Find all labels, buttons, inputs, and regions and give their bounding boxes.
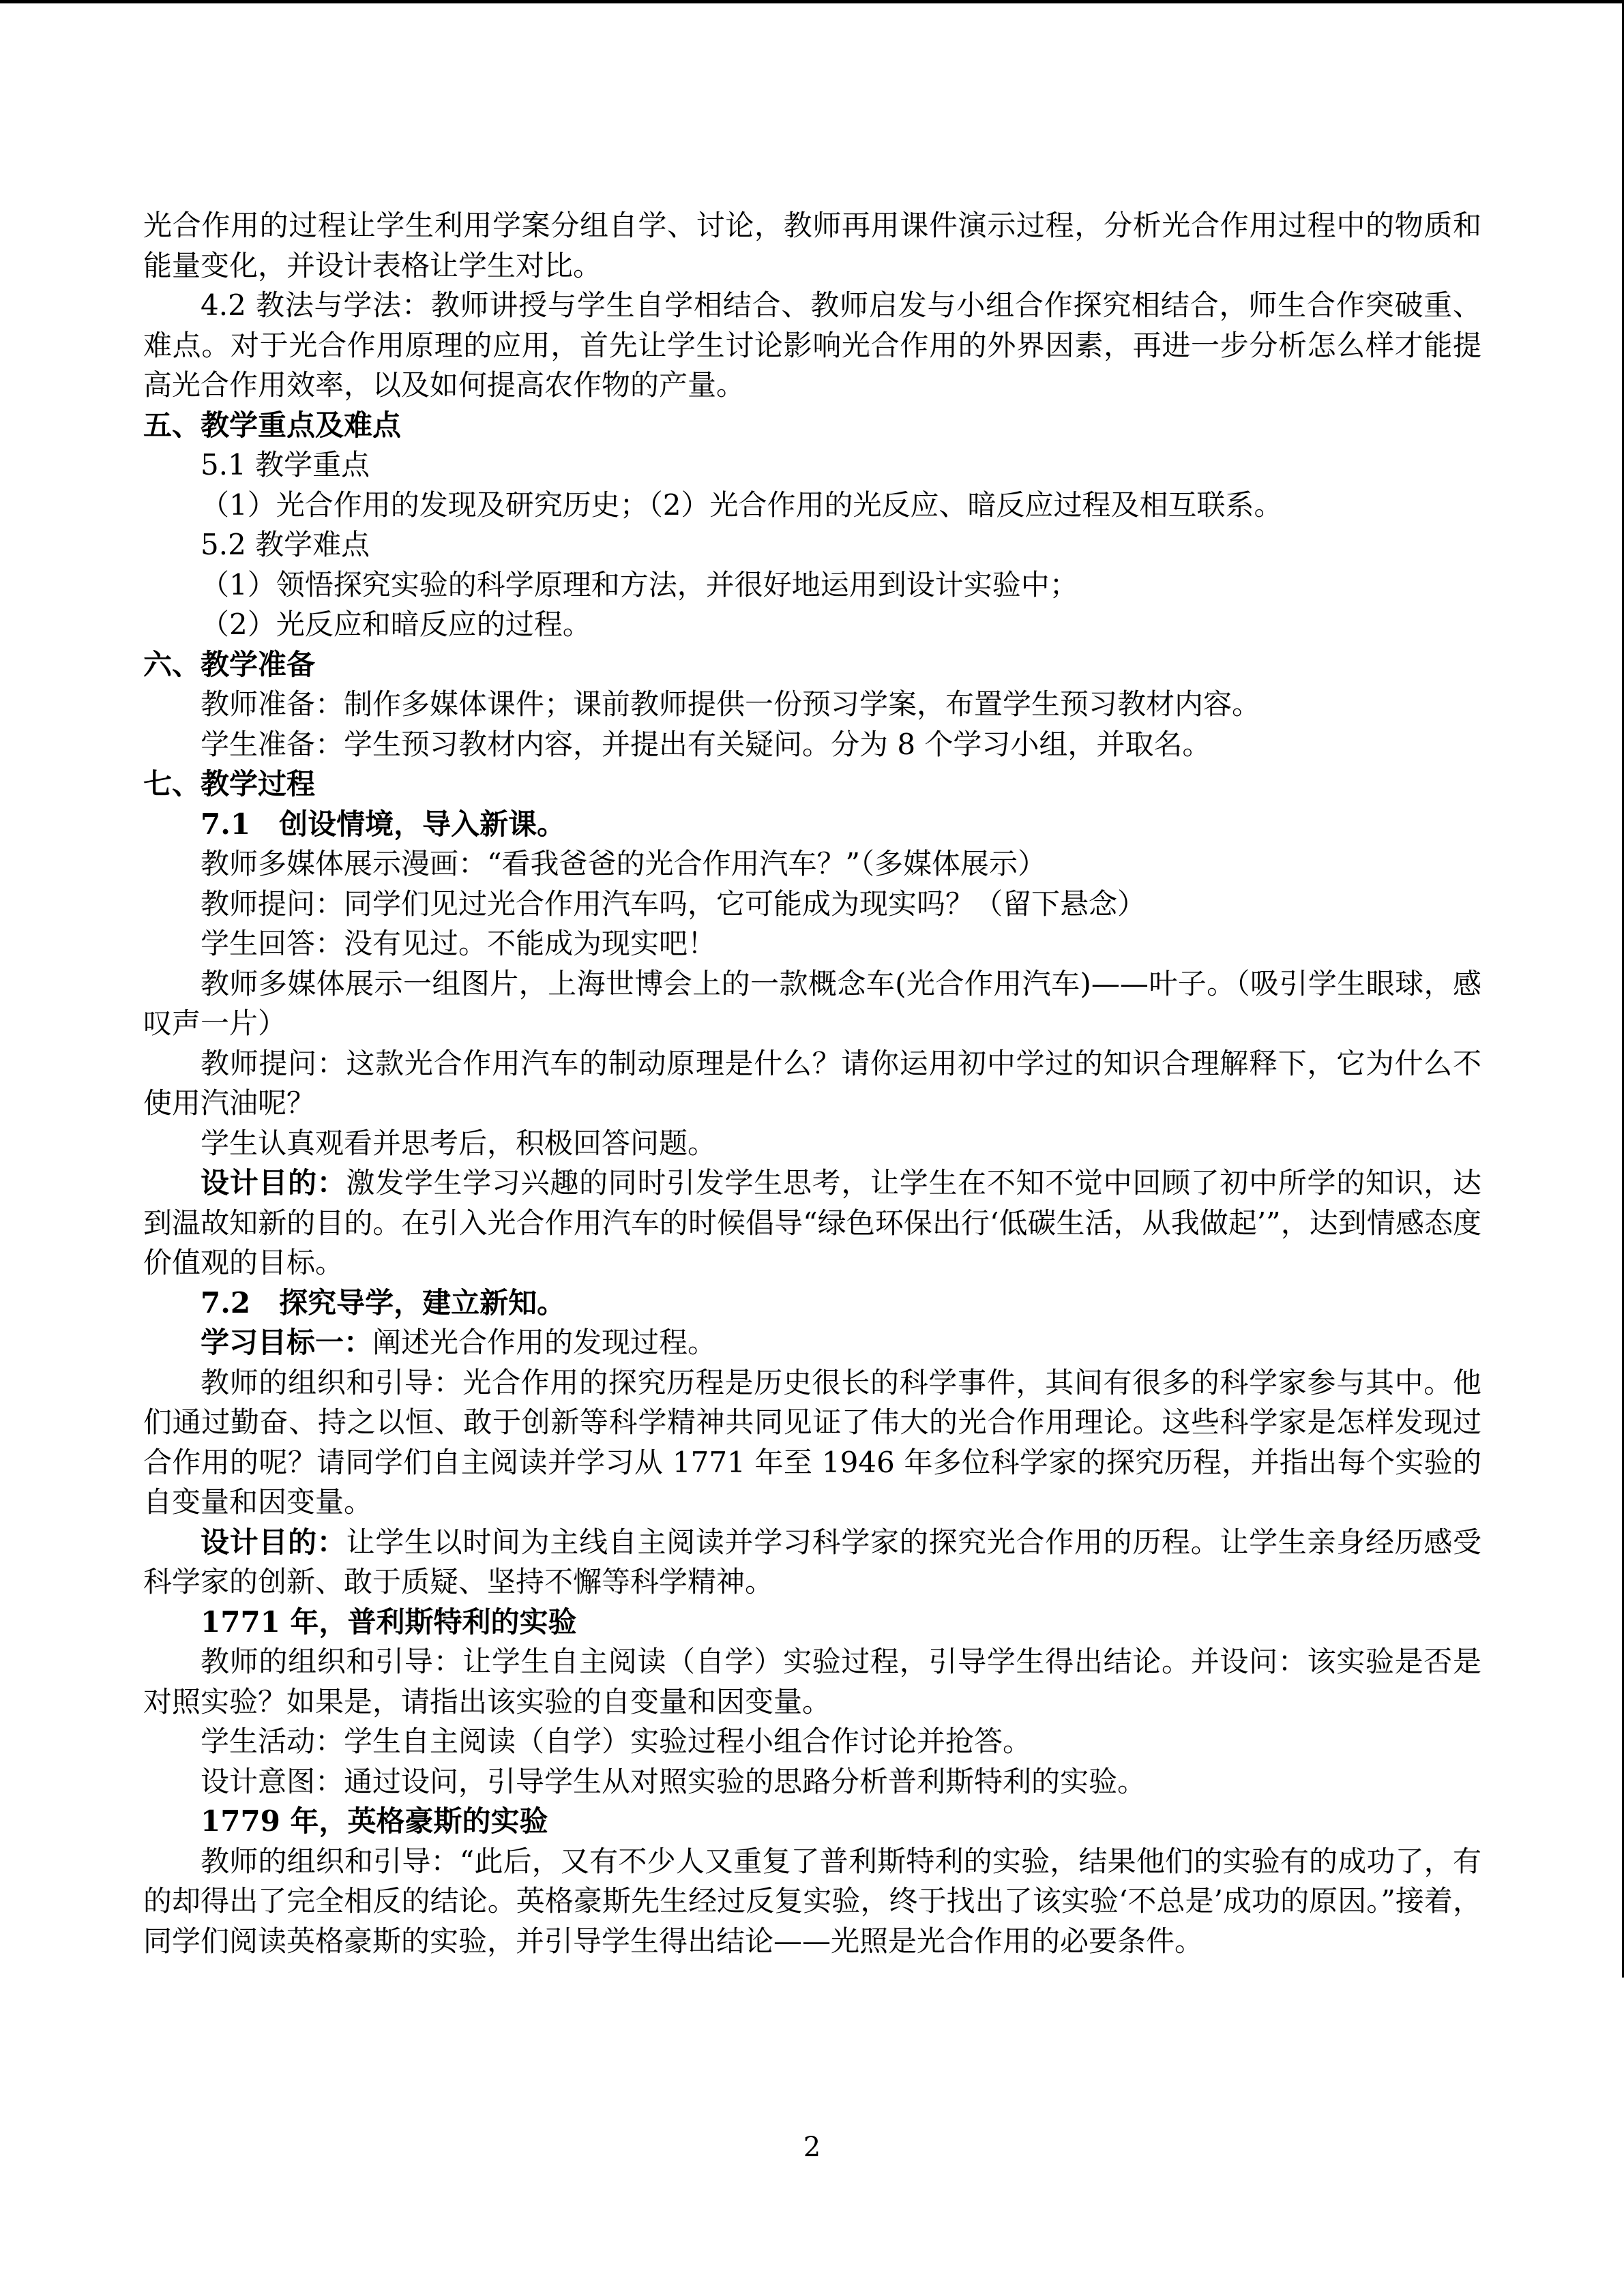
paragraph-text: 教师的组织和引导：让学生自主阅读（自学）实验过程，引导学生得出结论。并设问：该实验是否是对照实验？如果是，请指出该实验的自变量和因变量。 [143, 1645, 1481, 1718]
paragraph-text: 5.1 教学重点 [201, 448, 370, 481]
document-body [143, 206, 1481, 1961]
paragraph [143, 286, 1481, 406]
paragraph-text: 教师提问：同学们见过光合作用汽车吗，它可能成为现实吗？（留下悬念） [201, 886, 1147, 921]
paragraph-text: 阐述光合作用的发现过程。 [372, 1326, 717, 1359]
paragraph [143, 525, 1481, 565]
paragraph-text: 教师的组织和引导：“此后，又有不少人又重复了普利斯特利的实验，结果他们的实验有的成功了，有的却得出了完全相反的结论。英格豪斯先生经过反复实验，终于找出了该实验‘不总是’成功的原因。”接着，同学们阅读英格豪斯的实验，并引导学生得出结论——光照是光合作用的必要条件。 [143, 1844, 1481, 1958]
paragraph [143, 805, 1481, 845]
paragraph [143, 1842, 1481, 1962]
paragraph [143, 1642, 1481, 1722]
paragraph [143, 685, 1481, 725]
paragraph [143, 1602, 1481, 1643]
paragraph-text: 学生准备：学生预习教材内容，并提出有关疑问。分为 8 个学习小组，并取名。 [201, 727, 1211, 761]
paragraph [143, 1124, 1481, 1164]
paragraph [143, 445, 1481, 486]
paragraph [143, 605, 1481, 645]
top-edge-scan-line [0, 0, 1624, 3]
paragraph [143, 1762, 1481, 1802]
paragraph-text: 4.2 教法与学法：教师讲授与学生自学相结合、教师启发与小组合作探究相结合，师生合作突破重、难点。对于光合作用原理的应用，首先让学生讨论影响光合作用的外界因素，再进一步分析怎么样才能提高光合作用效率，以及如何提高农作物的产量。 [143, 288, 1481, 402]
paragraph-text: 1771 年，普利斯特利的实验 [201, 1605, 577, 1639]
paragraph [143, 884, 1481, 925]
page-number: 2 [803, 2132, 821, 2163]
paragraph-text: 5.2 教学难点 [201, 528, 370, 561]
paragraph-lead: 学习目标一： [201, 1326, 373, 1359]
paragraph [143, 964, 1481, 1044]
paragraph-text: 让学生以时间为主线自主阅读并学习科学家的探究光合作用的历程。让学生亲身经历感受科学家的创新、敢于质疑、坚持不懈等科学精神。 [143, 1525, 1481, 1598]
paragraph [143, 486, 1481, 526]
paragraph [143, 1523, 1481, 1602]
paragraph [143, 565, 1481, 606]
paragraph [143, 1163, 1481, 1283]
paragraph-text: （1）光合作用的发现及研究历史；（2）光合作用的光反应、暗反应过程及相互联系。 [201, 488, 1283, 522]
paragraph-text: （2）光反应和暗反应的过程。 [201, 608, 591, 641]
paragraph-text: 设计意图：通过设问，引导学生从对照实验的思路分析普利斯特利的实验。 [201, 1764, 1147, 1798]
paragraph [143, 764, 1481, 805]
paragraph-text: 光合作用的过程让学生利用学案分组自学、讨论，教师再用课件演示过程，分析光合作用过程中的物质和能量变化，并设计表格让学生对比。 [143, 209, 1481, 282]
paragraph-text: 教师多媒体展示漫画：“看我爸爸的光合作用汽车？”（多媒体展示） [201, 847, 1046, 880]
paragraph-lead: 设计目的： [201, 1166, 346, 1199]
paragraph [143, 1283, 1481, 1324]
paragraph-text: （1）领悟探究实验的科学原理和方法，并很好地运用到设计实验中； [201, 567, 1078, 601]
paragraph-text: 教师准备：制作多媒体课件；课前教师提供一份预习学案，布置学生预习教材内容。 [201, 687, 1261, 721]
paragraph-text: 教师多媒体展示一组图片，上海世博会上的一款概念车(光合作用汽车)——叶子。（吸引学生眼球，感叹声一片） [143, 966, 1481, 1040]
paragraph-text: 激发学生学习兴趣的同时引发学生思考，让学生在不知不觉中回顾了初中所学的知识，达到温故知新的目的。在引入光合作用汽车的时候倡导“绿色环保出行‘低碳生活，从我做起’”，达到情感态度价值观的目标。 [143, 1166, 1481, 1279]
paragraph [143, 645, 1481, 685]
paragraph [143, 406, 1481, 446]
paragraph-text: 学生认真观看并思考后，积极回答问题。 [201, 1126, 717, 1160]
paragraph [143, 725, 1481, 765]
paragraph-text: 教师的组织和引导：光合作用的探究历程是历史很长的科学事件，其间有很多的科学家参与其中。他们通过勤奋、持之以恒、敢于创新等科学精神共同见证了伟大的光合作用理论。这些科学家是怎样发现过合作用的呢？请同学们自主阅读并学习从 1771 年至 1946 年多位科学家的探究历程，并指出每个实验的自变量和因变量。 [143, 1365, 1481, 1519]
paragraph-text: 教师提问：这款光合作用汽车的制动原理是什么？请你运用初中学过的知识合理解释下，它为什么不使用汽油呢？ [143, 1046, 1481, 1120]
paragraph [143, 924, 1481, 964]
paragraph-text: 7.2 探究导学，建立新知。 [201, 1285, 566, 1320]
paragraph [143, 1323, 1481, 1363]
paragraph-text: 1779 年，英格豪斯的实验 [201, 1804, 548, 1838]
paragraph-lead: 设计目的： [201, 1525, 346, 1559]
paragraph-text: 五、教学重点及难点 [143, 408, 402, 442]
paragraph [143, 1044, 1481, 1124]
paragraph [143, 1802, 1481, 1842]
paragraph [143, 1363, 1481, 1523]
paragraph-text: 七、教学过程 [143, 767, 316, 801]
paragraph [143, 206, 1481, 286]
paragraph [143, 1722, 1481, 1762]
paragraph [143, 844, 1481, 884]
paragraph-text: 学生活动：学生自主阅读（自学）实验过程小组合作讨论并抢答。 [201, 1725, 1032, 1758]
paragraph-text: 六、教学准备 [143, 647, 316, 681]
paragraph-text: 学生回答：没有见过。不能成为现实吧！ [201, 927, 717, 960]
paragraph-text: 7.1 创设情境，导入新课。 [201, 807, 566, 841]
